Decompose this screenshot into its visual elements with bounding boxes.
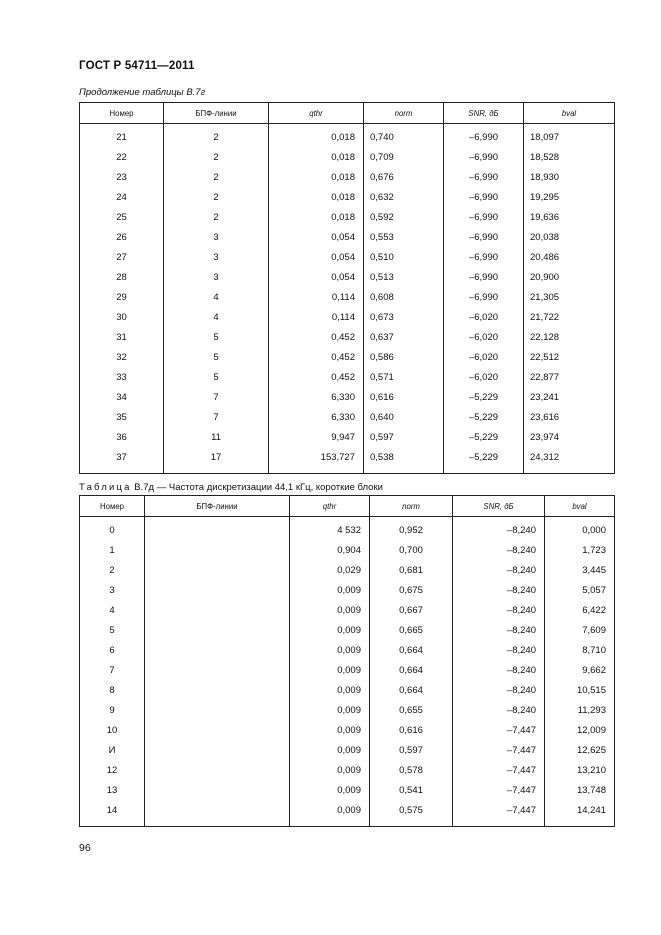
table-spacer-cell <box>164 467 269 474</box>
cell-norm: 0,681 <box>370 560 453 580</box>
cell-qthr: 0,009 <box>290 660 370 680</box>
cell-snr: –6,990 <box>444 267 524 287</box>
cell-qthr: 0,018 <box>269 124 364 148</box>
cell-norm: 0,513 <box>364 267 444 287</box>
cell-norm: 0,640 <box>364 407 444 427</box>
cell-bval: 21,722 <box>524 307 615 327</box>
cell-qthr: 0,029 <box>290 560 370 580</box>
cell-fft-lines: 5 <box>164 367 269 387</box>
cell-number: 37 <box>80 447 164 467</box>
cell-snr: –6,990 <box>444 227 524 247</box>
table-row <box>80 600 615 620</box>
cell-snr: –8,240 <box>453 540 545 560</box>
table-row <box>80 347 615 367</box>
cell-norm: 0,592 <box>364 207 444 227</box>
cell-bval: 7,609 <box>545 620 615 640</box>
cell-snr: –8,240 <box>453 700 545 720</box>
cell-bval: 20,900 <box>524 267 615 287</box>
cell-norm: 0,578 <box>370 760 453 780</box>
cell-number: 27 <box>80 247 164 267</box>
table-row <box>80 187 615 207</box>
cell-qthr: 0,009 <box>290 720 370 740</box>
cell-number: 29 <box>80 287 164 307</box>
cell-norm: 0,571 <box>364 367 444 387</box>
cell-norm: 0,538 <box>364 447 444 467</box>
cell-snr: –8,240 <box>453 580 545 600</box>
cell-snr: –6,990 <box>444 167 524 187</box>
table-b-body <box>80 517 615 827</box>
cell-norm: 0,667 <box>370 600 453 620</box>
cell-norm: 0,553 <box>364 227 444 247</box>
table-row <box>80 640 615 660</box>
cell-qthr: 0,009 <box>290 580 370 600</box>
cell-snr: –6,990 <box>444 124 524 148</box>
cell-qthr: 0,054 <box>269 267 364 287</box>
table-row <box>80 620 615 640</box>
cell-bval: 10,515 <box>545 680 615 700</box>
table-b-caption <box>79 482 383 493</box>
table-row <box>80 267 615 287</box>
cell-bval: 19,636 <box>524 207 615 227</box>
cell-snr: –6,020 <box>444 327 524 347</box>
cell-number: 35 <box>80 407 164 427</box>
cell-fft-lines <box>145 600 290 620</box>
cell-snr: –8,240 <box>453 600 545 620</box>
cell-fft-lines <box>145 700 290 720</box>
cell-number: 28 <box>80 267 164 287</box>
cell-bval: 8,710 <box>545 640 615 660</box>
cell-norm: 0,675 <box>370 580 453 600</box>
cell-bval: 20,486 <box>524 247 615 267</box>
cell-qthr: 0,904 <box>290 540 370 560</box>
cell-number: 3 <box>80 580 145 600</box>
cell-qthr: 9,947 <box>269 427 364 447</box>
cell-qthr: 0,452 <box>269 367 364 387</box>
cell-qthr: 0,018 <box>269 207 364 227</box>
cell-norm: 0,541 <box>370 780 453 800</box>
cell-snr: –6,020 <box>444 367 524 387</box>
table-b-header-qthr: qthr <box>290 496 370 517</box>
cell-fft-lines: 4 <box>164 307 269 327</box>
cell-snr: –6,990 <box>444 287 524 307</box>
cell-fft-lines: 2 <box>164 124 269 148</box>
cell-snr: –8,240 <box>453 680 545 700</box>
cell-snr: –5,229 <box>444 447 524 467</box>
cell-number: 8 <box>80 680 145 700</box>
cell-number: 5 <box>80 620 145 640</box>
cell-bval: 22,512 <box>524 347 615 367</box>
table-b-header-number: Номер <box>80 496 145 517</box>
table-spacer-cell <box>524 467 615 474</box>
cell-number: 33 <box>80 367 164 387</box>
table-row <box>80 427 615 447</box>
cell-fft-lines: 2 <box>164 187 269 207</box>
cell-snr: –5,229 <box>444 427 524 447</box>
cell-fft-lines: 3 <box>164 247 269 267</box>
cell-number: 23 <box>80 167 164 187</box>
cell-qthr: 0,009 <box>290 780 370 800</box>
table-a-header-snr: SNR, дБ <box>444 103 524 124</box>
cell-fft-lines: 4 <box>164 287 269 307</box>
cell-fft-lines <box>145 660 290 680</box>
cell-bval: 19,295 <box>524 187 615 207</box>
cell-number: 24 <box>80 187 164 207</box>
cell-norm: 0,616 <box>370 720 453 740</box>
cell-bval: 22,877 <box>524 367 615 387</box>
cell-norm: 0,608 <box>364 287 444 307</box>
cell-qthr: 0,452 <box>269 327 364 347</box>
table-row <box>80 167 615 187</box>
cell-fft-lines <box>145 720 290 740</box>
cell-norm: 0,952 <box>370 517 453 541</box>
table-spacer-cell <box>453 820 545 827</box>
table-row <box>80 760 615 780</box>
cell-number: 9 <box>80 700 145 720</box>
table-row <box>80 560 615 580</box>
cell-snr: –7,447 <box>453 780 545 800</box>
table-a-body <box>80 124 615 474</box>
cell-number: 0 <box>80 517 145 541</box>
cell-norm: 0,575 <box>370 800 453 820</box>
cell-number: 34 <box>80 387 164 407</box>
cell-number: 4 <box>80 600 145 620</box>
cell-number: 1 <box>80 540 145 560</box>
cell-qthr: 0,018 <box>269 187 364 207</box>
cell-number: 32 <box>80 347 164 367</box>
table-spacer-cell <box>444 467 524 474</box>
cell-snr: –8,240 <box>453 560 545 580</box>
cell-norm: 0,664 <box>370 640 453 660</box>
cell-snr: –6,020 <box>444 307 524 327</box>
cell-snr: –7,447 <box>453 800 545 820</box>
cell-snr: –5,229 <box>444 407 524 427</box>
table-b-header-norm: norm <box>370 496 453 517</box>
table-row <box>80 247 615 267</box>
cell-bval: 0,000 <box>545 517 615 541</box>
cell-bval: 14,241 <box>545 800 615 820</box>
cell-norm: 0,655 <box>370 700 453 720</box>
cell-number: 21 <box>80 124 164 148</box>
cell-norm: 0,632 <box>364 187 444 207</box>
table-row <box>80 540 615 560</box>
document-header-title: ГОСТ Р 54711—2011 <box>79 60 195 72</box>
table-row <box>80 327 615 347</box>
cell-bval: 11,293 <box>545 700 615 720</box>
table-row <box>80 124 615 148</box>
cell-fft-lines: 2 <box>164 167 269 187</box>
table-row <box>80 517 615 541</box>
cell-snr: –8,240 <box>453 660 545 680</box>
cell-qthr: 0,009 <box>290 700 370 720</box>
table-row <box>80 147 615 167</box>
cell-qthr: 6,330 <box>269 407 364 427</box>
cell-fft-lines: 7 <box>164 407 269 427</box>
table-spacer-cell <box>370 820 453 827</box>
cell-norm: 0,673 <box>364 307 444 327</box>
cell-number: 6 <box>80 640 145 660</box>
table-spacer-cell <box>545 820 615 827</box>
cell-fft-lines <box>145 540 290 560</box>
table-bottom-rule <box>80 820 615 827</box>
table-a-header-number: Номер <box>80 103 164 124</box>
table-spacer-cell <box>269 467 364 474</box>
table-row <box>80 800 615 820</box>
table-row <box>80 700 615 720</box>
cell-snr: –6,990 <box>444 187 524 207</box>
table-row <box>80 387 615 407</box>
cell-snr: –7,447 <box>453 720 545 740</box>
cell-fft-lines: 3 <box>164 267 269 287</box>
cell-qthr: 0,114 <box>269 307 364 327</box>
cell-qthr: 0,054 <box>269 247 364 267</box>
cell-qthr: 4 532 <box>290 517 370 541</box>
cell-snr: –8,240 <box>453 517 545 541</box>
cell-bval: 21,305 <box>524 287 615 307</box>
cell-bval: 24,312 <box>524 447 615 467</box>
cell-norm: 0,709 <box>364 147 444 167</box>
table-b-caption-label: Таблица <box>79 482 132 493</box>
table-row <box>80 680 615 700</box>
table-row <box>80 207 615 227</box>
cell-qthr: 0,009 <box>290 760 370 780</box>
table-row <box>80 580 615 600</box>
table-spacer-cell <box>145 820 290 827</box>
cell-qthr: 0,009 <box>290 640 370 660</box>
cell-bval: 12,009 <box>545 720 615 740</box>
cell-bval: 20,038 <box>524 227 615 247</box>
cell-bval: 18,528 <box>524 147 615 167</box>
cell-number: И <box>80 740 145 760</box>
cell-fft-lines <box>145 620 290 640</box>
table-row <box>80 780 615 800</box>
table-row <box>80 740 615 760</box>
cell-number: 36 <box>80 427 164 447</box>
cell-number: 10 <box>80 720 145 740</box>
cell-qthr: 0,009 <box>290 600 370 620</box>
cell-number: 22 <box>80 147 164 167</box>
cell-fft-lines: 11 <box>164 427 269 447</box>
cell-qthr: 0,009 <box>290 680 370 700</box>
cell-bval: 5,057 <box>545 580 615 600</box>
table-row <box>80 407 615 427</box>
cell-qthr: 0,452 <box>269 347 364 367</box>
cell-snr: –6,990 <box>444 207 524 227</box>
table-spacer-cell <box>290 820 370 827</box>
cell-norm: 0,700 <box>370 540 453 560</box>
cell-qthr: 0,054 <box>269 227 364 247</box>
table-b-header-row <box>80 496 615 517</box>
cell-bval: 18,930 <box>524 167 615 187</box>
table-row <box>80 307 615 327</box>
cell-qthr: 0,114 <box>269 287 364 307</box>
cell-snr: –8,240 <box>453 620 545 640</box>
table-b-header-snr: SNR, дБ <box>453 496 545 517</box>
cell-number: 12 <box>80 760 145 780</box>
table-b-header-fft-lines: БПФ-линии <box>145 496 290 517</box>
cell-fft-lines <box>145 740 290 760</box>
cell-fft-lines: 2 <box>164 147 269 167</box>
cell-qthr: 0,018 <box>269 167 364 187</box>
table-a-header-qthr: qthr <box>269 103 364 124</box>
cell-fft-lines: 5 <box>164 327 269 347</box>
cell-bval: 12,625 <box>545 740 615 760</box>
cell-snr: –8,240 <box>453 640 545 660</box>
page-number: 96 <box>79 842 91 854</box>
cell-snr: –6,020 <box>444 347 524 367</box>
table-a-header-norm: norm <box>364 103 444 124</box>
cell-number: 25 <box>80 207 164 227</box>
table-bottom-rule <box>80 467 615 474</box>
cell-qthr: 0,009 <box>290 620 370 640</box>
cell-bval: 22,128 <box>524 327 615 347</box>
table-row <box>80 720 615 740</box>
cell-norm: 0,664 <box>370 660 453 680</box>
cell-bval: 23,974 <box>524 427 615 447</box>
table-row <box>80 367 615 387</box>
cell-bval: 3,445 <box>545 560 615 580</box>
cell-fft-lines <box>145 760 290 780</box>
table-spacer-cell <box>80 467 164 474</box>
cell-fft-lines: 2 <box>164 207 269 227</box>
cell-bval: 13,210 <box>545 760 615 780</box>
table-row <box>80 227 615 247</box>
table-b-header-bval: bval <box>545 496 615 517</box>
table-row <box>80 287 615 307</box>
table-spacer-cell <box>364 467 444 474</box>
cell-bval: 23,241 <box>524 387 615 407</box>
cell-qthr: 153,727 <box>269 447 364 467</box>
cell-norm: 0,597 <box>370 740 453 760</box>
table-row <box>80 660 615 680</box>
cell-norm: 0,616 <box>364 387 444 407</box>
cell-snr: –6,990 <box>444 147 524 167</box>
cell-qthr: 6,330 <box>269 387 364 407</box>
cell-norm: 0,510 <box>364 247 444 267</box>
table-b <box>79 495 615 827</box>
cell-number: 30 <box>80 307 164 327</box>
cell-snr: –5,229 <box>444 387 524 407</box>
cell-snr: –7,447 <box>453 760 545 780</box>
cell-bval: 23,616 <box>524 407 615 427</box>
table-a-header-fft-lines: БПФ-линии <box>164 103 269 124</box>
cell-bval: 18,097 <box>524 124 615 148</box>
cell-qthr: 0,009 <box>290 740 370 760</box>
table-b-caption-text: В.7д — Частота дискретизации 44,1 кГц, короткие блоки <box>131 482 383 493</box>
cell-snr: –6,990 <box>444 247 524 267</box>
cell-fft-lines: 3 <box>164 227 269 247</box>
cell-fft-lines <box>145 800 290 820</box>
cell-fft-lines <box>145 680 290 700</box>
cell-norm: 0,586 <box>364 347 444 367</box>
cell-norm: 0,664 <box>370 680 453 700</box>
cell-norm: 0,597 <box>364 427 444 447</box>
cell-qthr: 0,018 <box>269 147 364 167</box>
table-spacer-cell <box>80 820 145 827</box>
cell-fft-lines <box>145 580 290 600</box>
cell-fft-lines: 17 <box>164 447 269 467</box>
table-a-header-row <box>80 103 615 124</box>
cell-norm: 0,740 <box>364 124 444 148</box>
cell-number: 31 <box>80 327 164 347</box>
cell-bval: 1,723 <box>545 540 615 560</box>
cell-norm: 0,665 <box>370 620 453 640</box>
cell-fft-lines <box>145 780 290 800</box>
cell-bval: 6,422 <box>545 600 615 620</box>
cell-number: 14 <box>80 800 145 820</box>
cell-fft-lines: 5 <box>164 347 269 367</box>
cell-norm: 0,676 <box>364 167 444 187</box>
cell-qthr: 0,009 <box>290 800 370 820</box>
cell-fft-lines <box>145 640 290 660</box>
cell-number: 2 <box>80 560 145 580</box>
cell-fft-lines: 7 <box>164 387 269 407</box>
cell-number: 26 <box>80 227 164 247</box>
cell-snr: –7,447 <box>453 740 545 760</box>
table-a-caption: Продолжение таблицы В.7г <box>79 87 206 98</box>
cell-norm: 0,637 <box>364 327 444 347</box>
cell-fft-lines <box>145 517 290 541</box>
cell-number: 13 <box>80 780 145 800</box>
cell-bval: 9,662 <box>545 660 615 680</box>
cell-number: 7 <box>80 660 145 680</box>
cell-bval: 13,748 <box>545 780 615 800</box>
cell-fft-lines <box>145 560 290 580</box>
table-a-header-bval: bval <box>524 103 615 124</box>
table-row <box>80 447 615 467</box>
table-a <box>79 102 615 474</box>
